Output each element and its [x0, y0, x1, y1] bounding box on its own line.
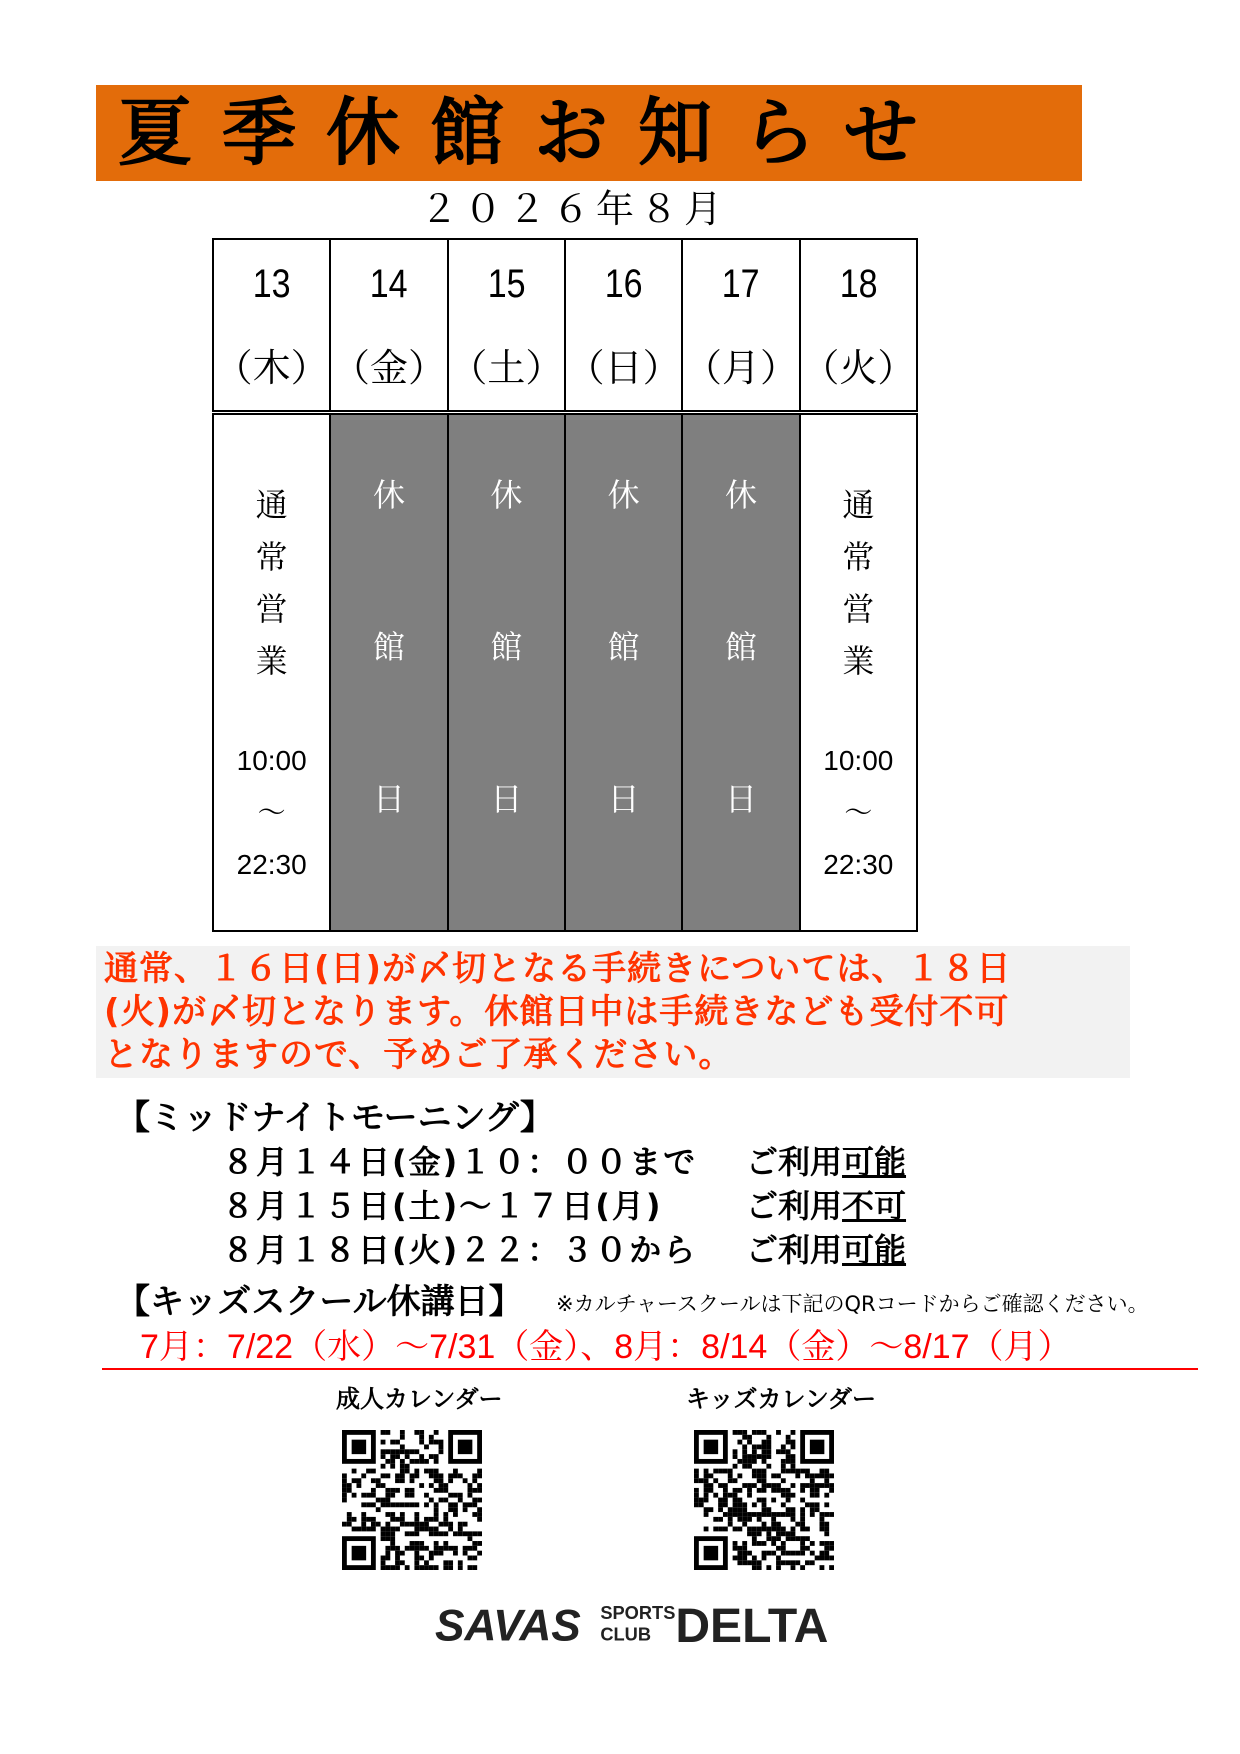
day-number: 14 — [370, 262, 408, 306]
hours-line: ～ — [844, 797, 873, 828]
logo-delta-text: DELTA — [675, 1599, 829, 1654]
day-number: 18 — [839, 262, 878, 306]
day-of-week: （土） — [449, 346, 564, 390]
status-char: 常 — [255, 538, 288, 576]
midnight-row — [222, 1142, 906, 1182]
calendar-open-cell — [213, 413, 330, 932]
status-char: 常 — [842, 538, 875, 576]
status-char: 営 — [255, 590, 288, 628]
logo-club-text: CLUB — [600, 1623, 652, 1645]
closed-char: 休 — [724, 476, 757, 514]
business-hours — [801, 735, 916, 891]
calendar-day-header — [565, 239, 682, 413]
page-title: 夏季休館お知らせ — [118, 90, 948, 176]
adult-calendar-label: 成人カレンダー — [336, 1385, 503, 1413]
calendar-closed-cell — [565, 413, 682, 932]
midnight-when: ８月１５日(土)～１７日(月) — [222, 1187, 663, 1225]
notice-text: 通常、１６日(日)が〆切となる手続きについては、１８日 (火)が〆切となります。休館日中は手続きなども受付不可 となりますので、予めご了承ください。 — [104, 949, 1012, 1075]
kids-heading: 【キッズスクール休講日】 — [116, 1282, 523, 1322]
day-of-week: （日） — [566, 346, 681, 390]
logo-sports-text: SPORTS — [600, 1602, 676, 1624]
status-char: 業 — [842, 642, 875, 680]
midnight-heading: 【ミッドナイトモーニング】 — [116, 1098, 554, 1138]
day-number: 13 — [252, 262, 291, 306]
closed-char: 休 — [372, 476, 405, 514]
closed-char: 館 — [372, 628, 405, 666]
day-of-week: （月） — [683, 346, 798, 390]
closed-char: 館 — [490, 628, 523, 666]
closed-char: 館 — [607, 628, 640, 666]
closed-char: 日 — [724, 780, 757, 818]
midnight-prefix: ご利用 — [746, 1187, 843, 1225]
business-hours — [214, 735, 329, 891]
calendar-day-header — [213, 239, 330, 413]
closed-char: 休 — [490, 476, 523, 514]
closure-calendar — [212, 238, 918, 932]
calendar-day-header — [448, 239, 565, 413]
calendar-day-header — [800, 239, 917, 413]
midnight-row — [222, 1186, 906, 1226]
midnight-row — [222, 1230, 906, 1270]
midnight-when: ８月１８日(火)２２：３０から — [222, 1231, 698, 1269]
kids-calendar-label: キッズカレンダー — [686, 1385, 876, 1413]
hours-line: 22:30 — [823, 849, 894, 880]
hours-line: 10:00 — [236, 745, 307, 776]
calendar-closed-cell — [330, 413, 447, 932]
savas-sports-club-delta-logo — [428, 1598, 829, 1654]
day-of-week: （金） — [331, 346, 446, 390]
adult-calendar-qr-code[interactable] — [342, 1430, 482, 1570]
status-char: 営 — [842, 590, 875, 628]
midnight-status: 可能 — [842, 1231, 907, 1269]
kids-calendar-qr-code[interactable] — [694, 1430, 834, 1570]
status-char: 通 — [842, 486, 875, 524]
day-of-week: （木） — [214, 346, 329, 390]
midnight-prefix: ご利用 — [746, 1231, 843, 1269]
midnight-status: 不可 — [842, 1187, 907, 1225]
closed-char: 休 — [607, 476, 640, 514]
calendar-closed-cell — [448, 413, 565, 932]
status-char: 業 — [255, 642, 288, 680]
month-label: ２０２６年８月 — [420, 187, 729, 231]
closed-char: 館 — [724, 628, 757, 666]
calendar-day-header — [330, 239, 447, 413]
closed-char: 日 — [372, 780, 405, 818]
midnight-when: ８月１４日(金)１０：００まで — [222, 1143, 698, 1181]
day-number: 15 — [487, 262, 526, 306]
hours-line: ～ — [257, 797, 286, 828]
logo-savas-text: SAVAS — [434, 1601, 581, 1651]
day-number: 16 — [604, 262, 643, 306]
status-char: 通 — [255, 486, 288, 524]
day-of-week: （火） — [801, 346, 916, 390]
closed-char: 日 — [607, 780, 640, 818]
closed-char: 日 — [490, 780, 523, 818]
kids-note: ※カルチャースクールは下記のQRコードからご確認ください。 — [556, 1292, 1149, 1316]
midnight-prefix: ご利用 — [746, 1143, 843, 1181]
hours-line: 22:30 — [236, 849, 307, 880]
calendar-day-header — [682, 239, 799, 413]
hours-line: 10:00 — [823, 745, 894, 776]
calendar-open-cell — [800, 413, 917, 932]
calendar-closed-cell — [682, 413, 799, 932]
midnight-status: 可能 — [842, 1143, 907, 1181]
kids-dates: 7月：7/22（水）～7/31（金）、8月：8/14（金）～8/17（月） — [102, 1326, 1198, 1370]
day-number: 17 — [722, 262, 760, 306]
